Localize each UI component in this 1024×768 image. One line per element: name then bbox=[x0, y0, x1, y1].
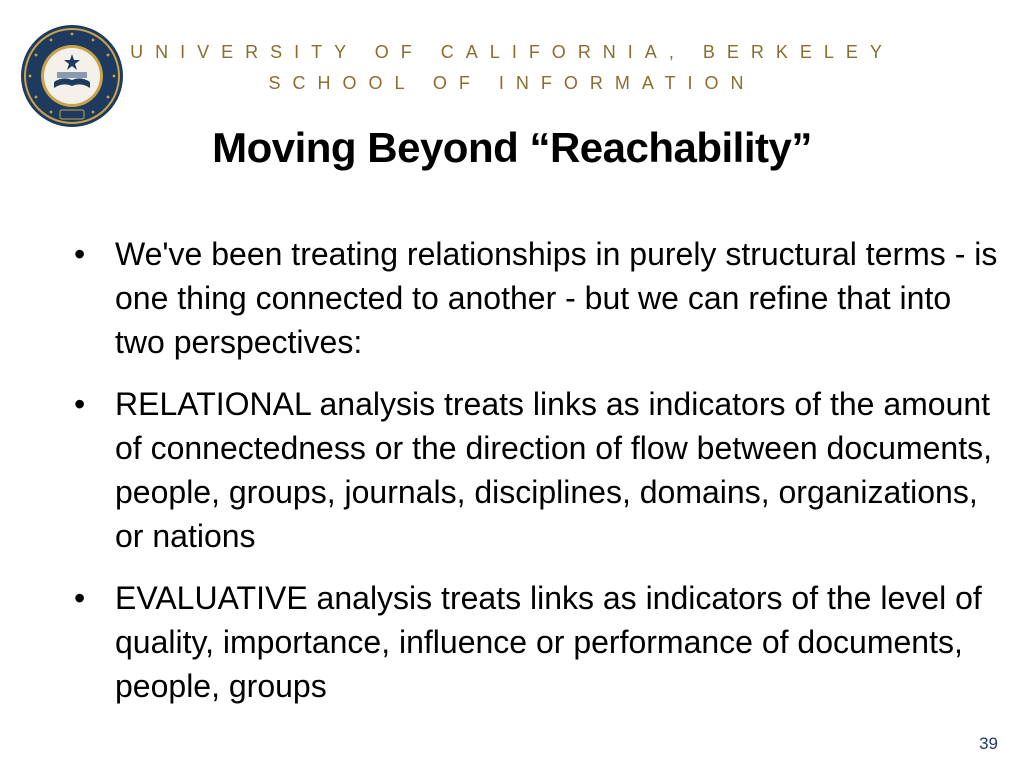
bullet-list bbox=[70, 232, 1000, 726]
bullet-text: EVALUATIVE analysis treats links as indicators of the level of quality, importance, influence or performance of documents, people, groups bbox=[115, 580, 982, 704]
slide-title: Moving Beyond “Reachability” bbox=[212, 124, 812, 171]
bullet-item bbox=[70, 232, 1000, 364]
bullet-item bbox=[70, 576, 1000, 708]
bullet-item bbox=[70, 382, 1000, 558]
bullet-text: RELATIONAL analysis treats links as indicators of the amount of connectedness or the direction of flow between documents, people, groups, journals, disciplines, domains, organizations, or nations bbox=[115, 386, 992, 554]
bullet-text: We've been treating relationships in purely structural terms - is one thing connected to another - but we can refine that into two perspectives: bbox=[115, 236, 998, 360]
university-name: UNIVERSITY OF CALIFORNIA, BERKELEY bbox=[130, 42, 894, 62]
slide-page-number: 39 bbox=[979, 734, 998, 753]
bullet-dot: • bbox=[74, 386, 86, 422]
bullet-dot: • bbox=[74, 236, 86, 272]
school-name: SCHOOL OF INFORMATION bbox=[268, 73, 756, 93]
bullet-dot: • bbox=[74, 580, 86, 616]
